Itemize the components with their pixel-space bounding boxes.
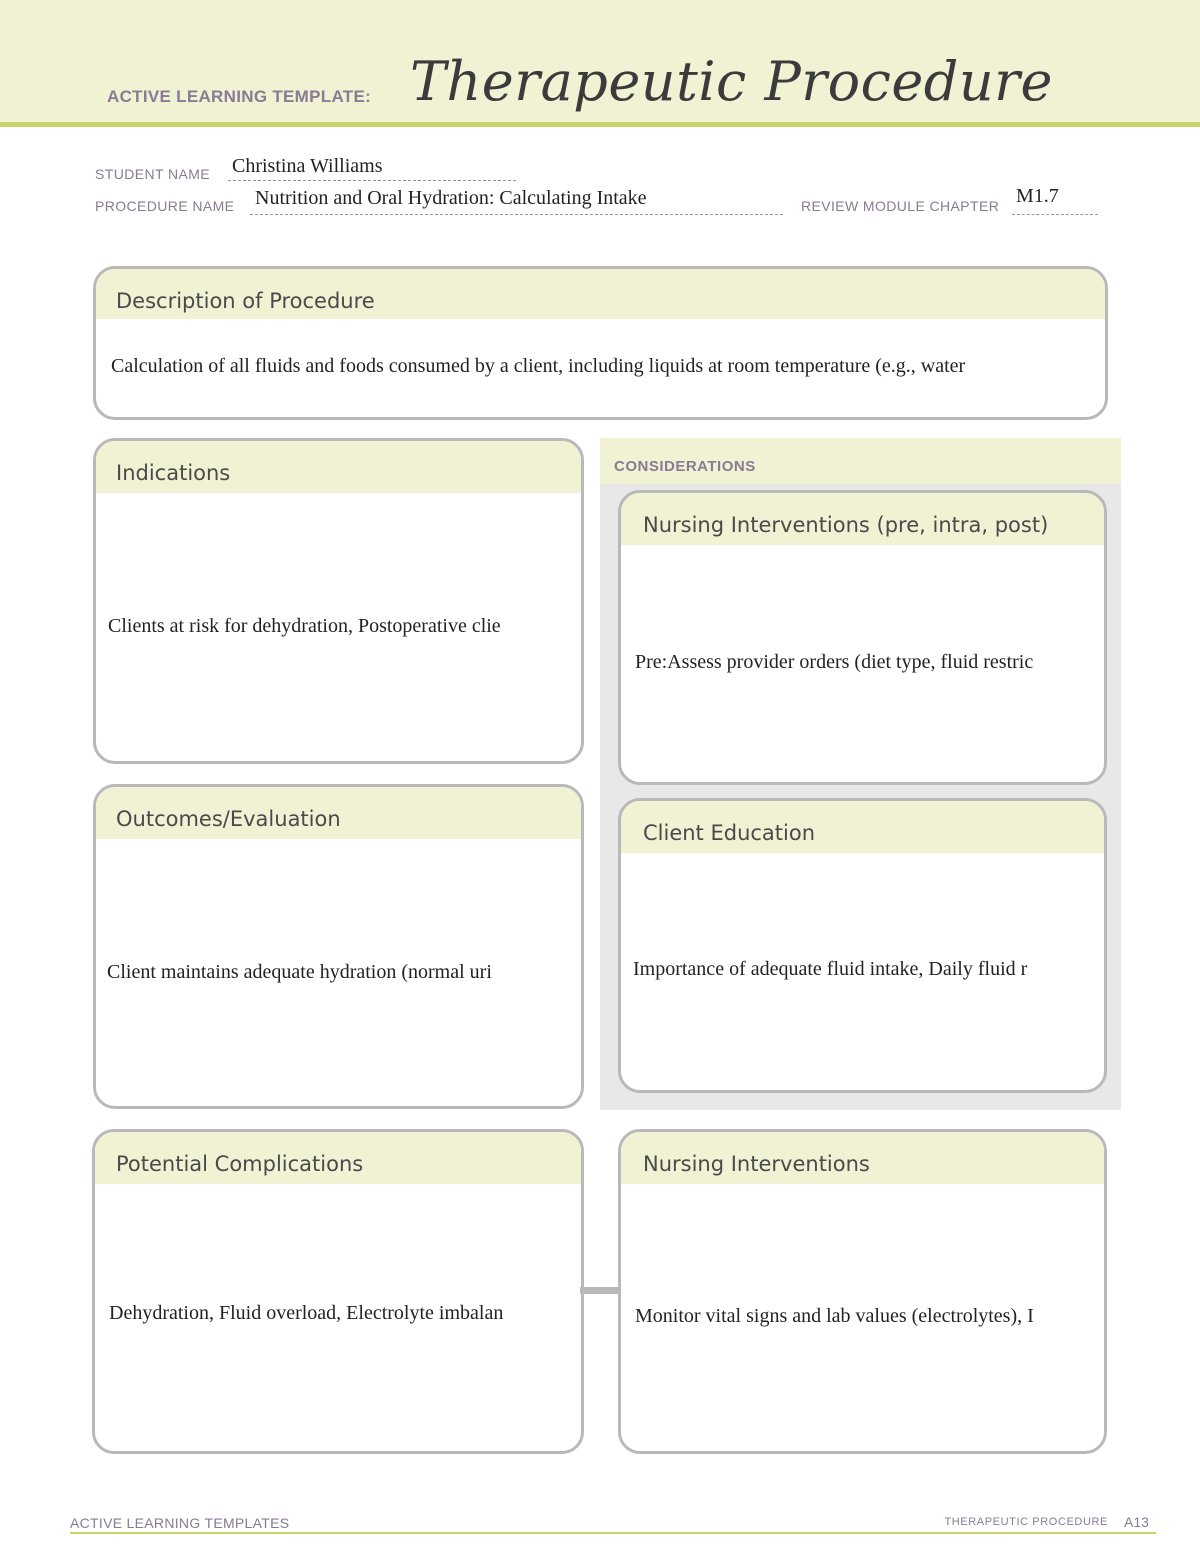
client-education-title: Client Education: [643, 821, 816, 845]
footer-right: THERAPEUTIC PROCEDURE: [944, 1516, 1108, 1528]
procedure-name-label: PROCEDURE NAME: [95, 198, 235, 214]
potential-complications-card: [92, 1129, 584, 1454]
indications-title: Indications: [116, 461, 231, 485]
nursing-interventions-text[interactable]: Monitor vital signs and lab values (electrolytes), I: [635, 1305, 1034, 1327]
outcomes-title: Outcomes/Evaluation: [116, 807, 341, 831]
footer-rule: [70, 1532, 1156, 1534]
potential-complications-title: Potential Complications: [116, 1152, 364, 1176]
student-name-label: STUDENT NAME: [95, 166, 210, 182]
indications-text[interactable]: Clients at risk for dehydration, Postoperative clie: [108, 615, 501, 637]
client-education-text[interactable]: Importance of adequate fluid intake, Daily fluid r: [633, 958, 1028, 980]
page-title: Therapeutic Procedure: [410, 50, 1053, 113]
nursing-interventions-card: [618, 1129, 1107, 1454]
nursing-interventions-title: Nursing Interventions: [643, 1152, 870, 1176]
footer-left: ACTIVE LEARNING TEMPLATES: [70, 1515, 290, 1531]
description-card: [93, 266, 1108, 420]
nursing-interventions-pip-card: [618, 490, 1107, 785]
connector-bar: [580, 1287, 620, 1294]
procedure-name-field[interactable]: Nutrition and Oral Hydration: Calculating Intake: [255, 187, 647, 209]
description-text[interactable]: Calculation of all fluids and foods consumed by a client, including liquids at room temperature (e.g., water: [111, 355, 966, 377]
review-module-field[interactable]: M1.7: [1016, 185, 1059, 207]
nursing-interventions-pip-title: Nursing Interventions (pre, intra, post): [643, 513, 1049, 537]
template-label: ACTIVE LEARNING TEMPLATE:: [107, 87, 372, 106]
review-module-label: REVIEW MODULE CHAPTER: [801, 198, 1000, 214]
considerations-label: CONSIDERATIONS: [614, 458, 756, 475]
indications-card: [93, 438, 584, 764]
footer-page-number: A13: [1124, 1514, 1149, 1530]
nursing-interventions-pip-text[interactable]: Pre:Assess provider orders (diet type, fluid restric: [635, 651, 1034, 673]
client-education-card: [618, 798, 1107, 1093]
outcomes-text[interactable]: Client maintains adequate hydration (normal uri: [107, 961, 492, 983]
student-name-field[interactable]: Christina Williams: [232, 155, 383, 177]
header-rule: [0, 122, 1200, 127]
outcomes-card: [93, 784, 584, 1109]
potential-complications-text[interactable]: Dehydration, Fluid overload, Electrolyte imbalan: [109, 1302, 504, 1324]
description-title: Description of Procedure: [116, 289, 375, 313]
